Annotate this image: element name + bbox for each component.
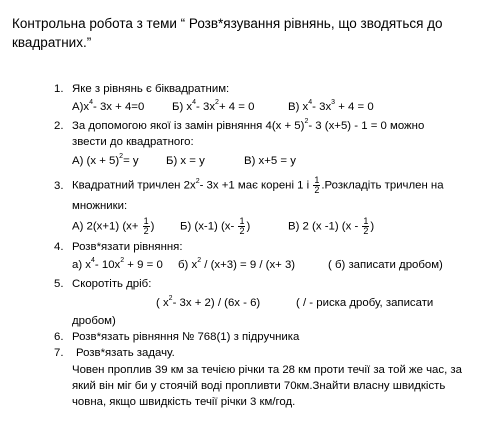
question-number: 5.: [54, 278, 64, 290]
option-b: б) $x^2 / (x+3) = 9 / (x+ 3)$: [178, 257, 296, 271]
question-2-line2: звести до квадратного:: [72, 136, 194, 148]
question-text: Яке з рівнянь є біквадратним:: [72, 83, 230, 95]
question-3: 3. Квадратний тричлен $2x^2-$ 3x +1 має корені 1 і $\frac{1}{2}$ .Розкладіть тричлен на: [54, 175, 444, 195]
task-line-1: Човен проплив 39 км за течією річки та 28 км проти течії за той же час, за: [72, 364, 462, 376]
option-c: В) x+5 = у: [244, 155, 296, 167]
question-2: 2. За допомогою якої із замін рівняння $4(x + 5)^2-$ 3 (x+5) - 1 = 0 можно: [54, 118, 425, 132]
question-number: 3.: [54, 179, 64, 192]
note: ( / - риска дробу, записати: [296, 297, 434, 309]
option-c: В) 2 (x -1) (x - $\frac{1}{2}$ ): [288, 216, 375, 236]
question-4: [54, 240, 183, 254]
option-a: А) $(x + 5)^2= у$: [72, 153, 139, 167]
page-title: Контрольна робота з теми “ Розв*язування рівнянь, що зводяться до квадратних.”: [12, 16, 443, 50]
question-number: 4.: [54, 241, 64, 253]
question-text: За допомогою якої із замін рівняння 4(x + 5): [72, 120, 305, 132]
question-3-line2: множники:: [72, 200, 128, 212]
question-4-options: [72, 258, 443, 272]
question-1: [54, 82, 229, 96]
question-text: Розв*язать задачу.: [76, 347, 175, 359]
question-1-options: [72, 100, 374, 114]
option-c: В) $x^4-$ $3x^3 + 4 = 0$: [288, 99, 374, 113]
option-b: Б) x = у: [166, 155, 205, 167]
option-note: ( б) записати дробом): [328, 259, 443, 271]
question-text: Квадратний тричлен 2x: [72, 179, 196, 192]
option-b: Б) (x-1) (x- $\frac{1}{2}$ ): [180, 216, 251, 236]
question-2-options: [72, 154, 296, 168]
question-number: 6.: [54, 331, 64, 343]
question-5-expression: ( $x^2-$ 3x + 2) / (6x - 6) ( / - риска дробу, записати: [156, 295, 434, 309]
option-a: а) $x^4-$ $10x^2 + 9 = 0$: [72, 257, 163, 271]
question-3-options: [72, 217, 374, 236]
question-text: Розв*язати рівняння:: [72, 241, 183, 253]
question-number: 7.: [54, 347, 64, 359]
question-7: [54, 346, 175, 360]
fraction: $\frac{1}{2}$: [314, 175, 320, 195]
task-line-2: який він міг би у стоячій воді пропливти 70км.Знайти власну швидкість: [72, 380, 446, 392]
option-a: $А)x^4-$ 3x + 4=0: [72, 99, 145, 113]
option-a: А) 2(x+1) (x+ $\frac{1}{2}$ ): [72, 216, 155, 236]
task-line-3: човна, якщо швидкість течії річки 3 км/год.: [72, 396, 296, 408]
option-b: Б) $x^4-$ $3x^2+ 4 = 0$: [172, 99, 255, 113]
question-5-note2: дробом): [72, 315, 116, 327]
question-number: 2.: [54, 120, 64, 132]
question-5: [54, 277, 151, 291]
question-6: [54, 330, 299, 344]
question-number: 1.: [54, 83, 64, 95]
question-text: Розв*язать рівняння № 768(1) з підручника: [72, 331, 300, 343]
question-text: Скоротіть дріб:: [72, 278, 152, 290]
